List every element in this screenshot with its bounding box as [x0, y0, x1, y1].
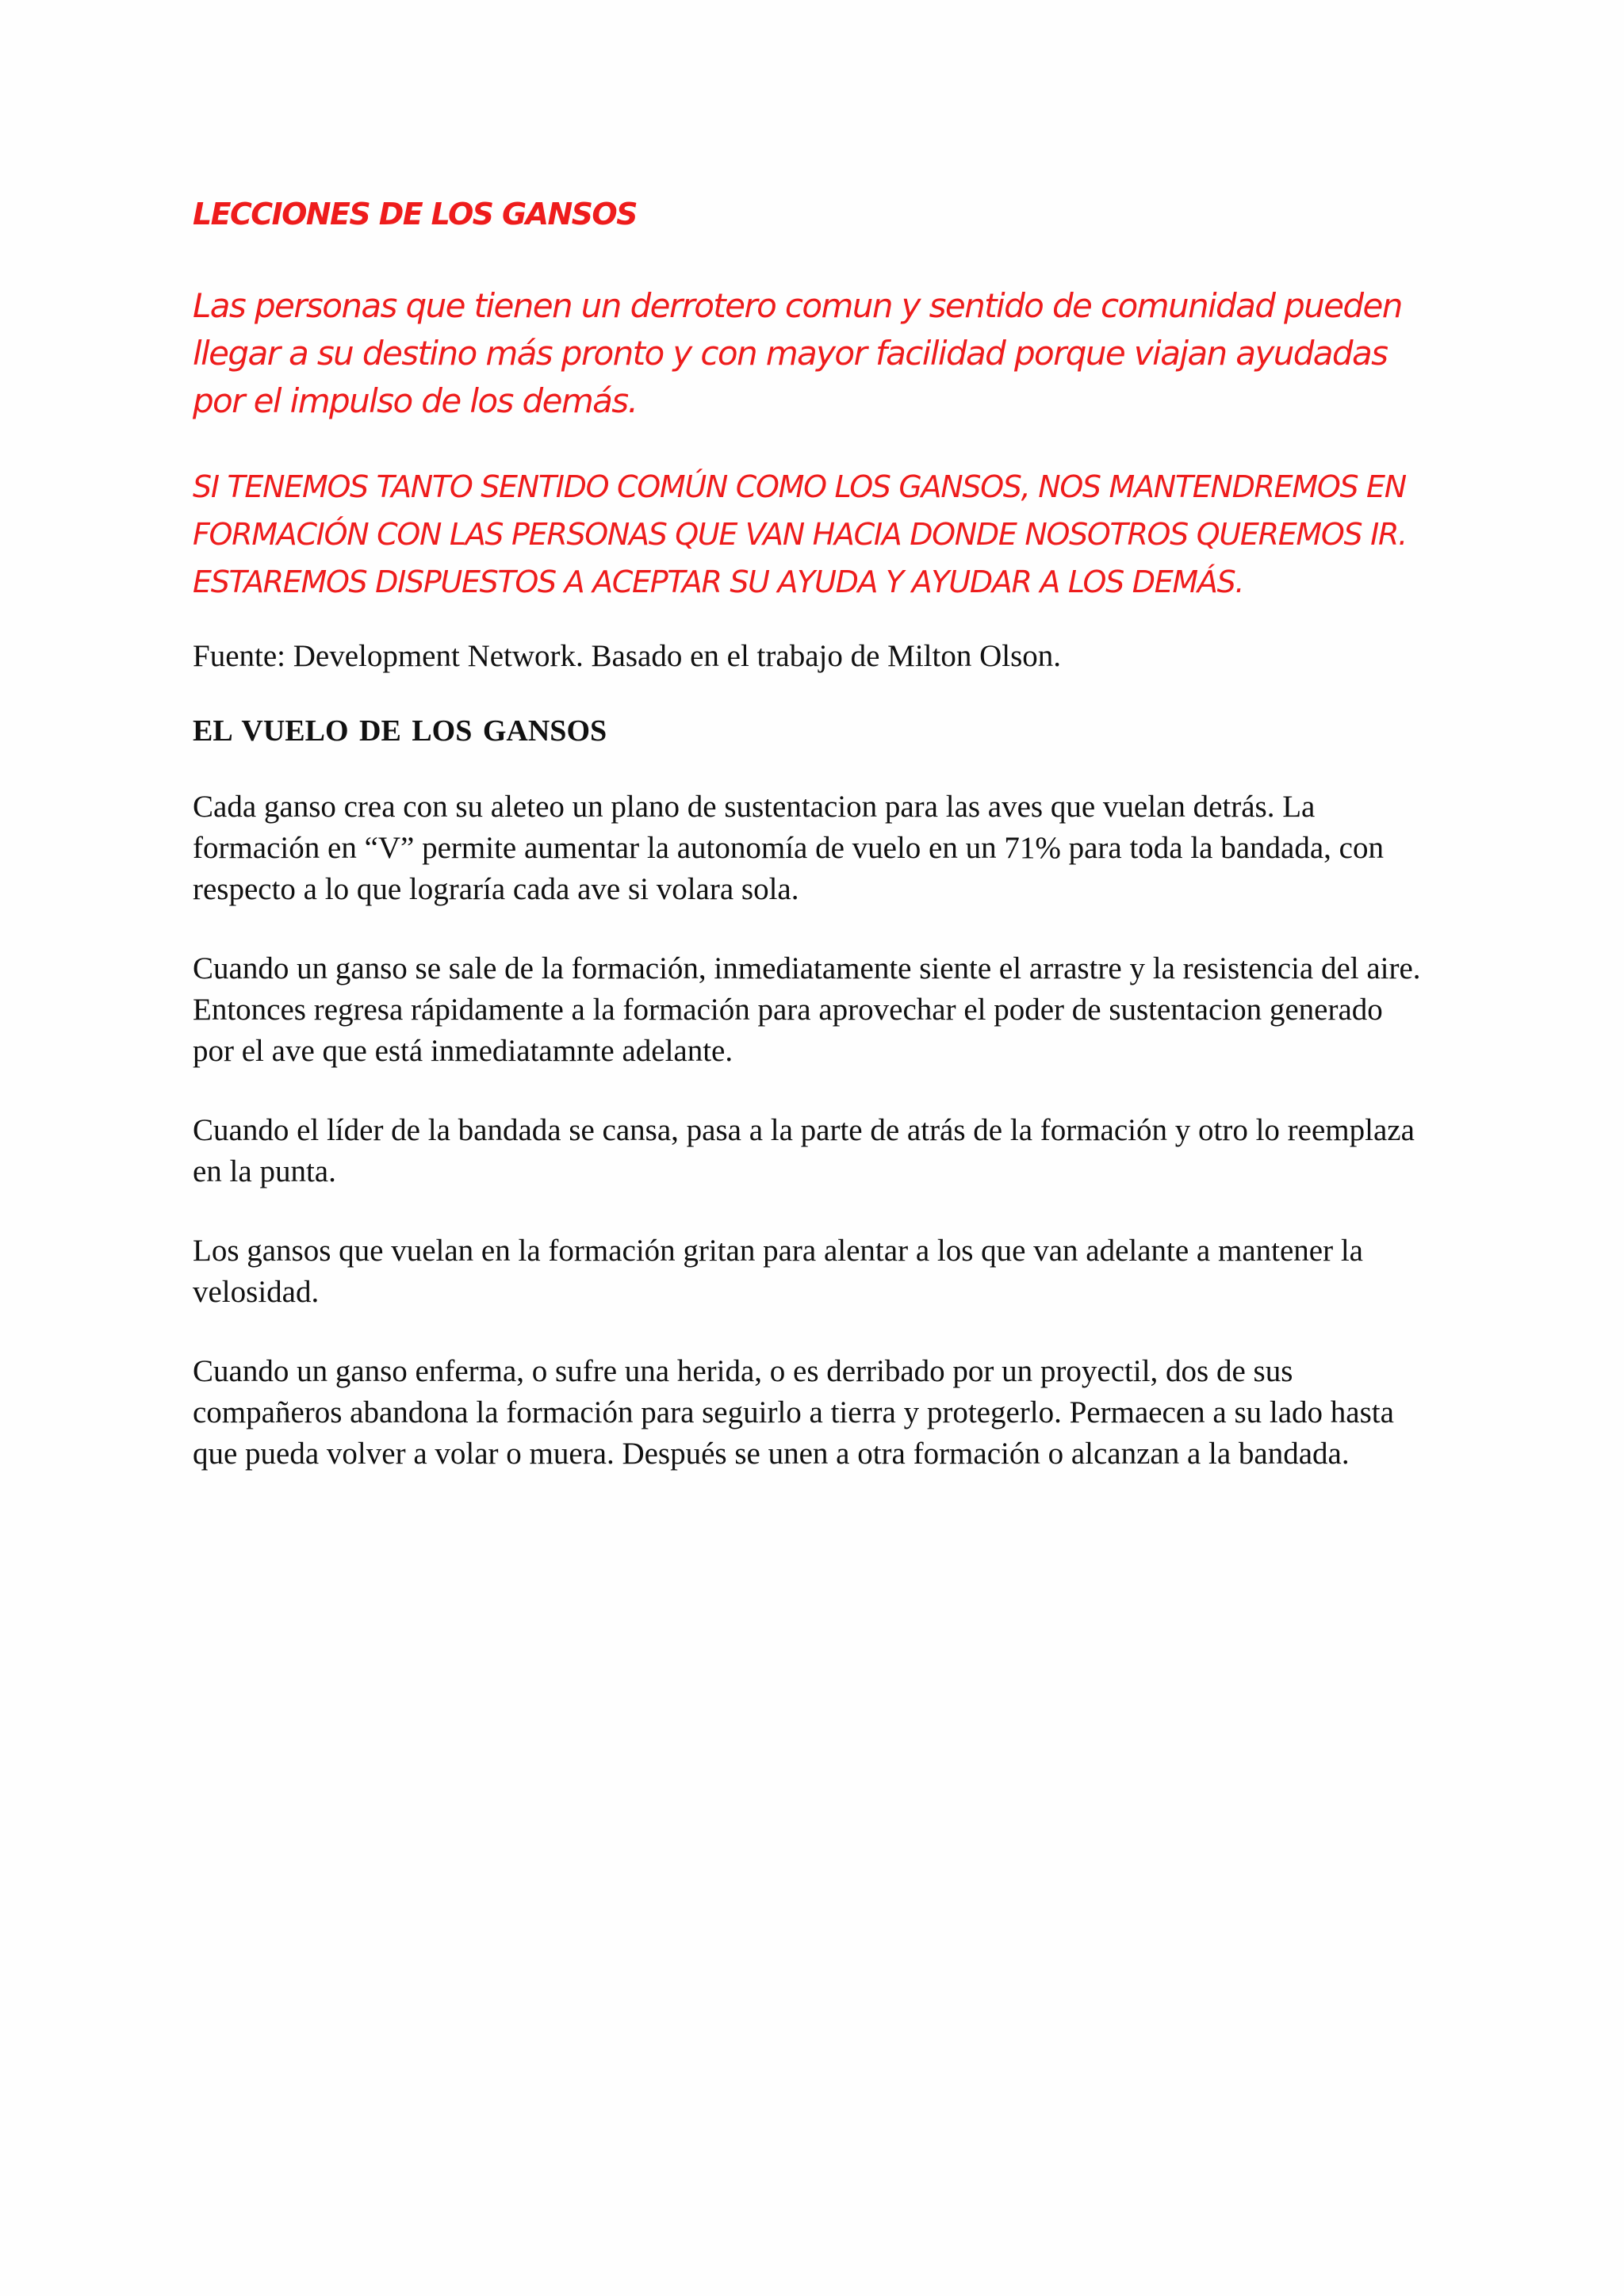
lessons-conclusion-paragraph: SI TENEMOS TANTO SENTIDO COMÚN COMO LOS GANSOS, NOS MANTENDREMOS EN FORMACIÓN CON LAS PERSONAS QUE VAN HACIA DONDE NOSOTROS QUEREMOS IR. ESTAREMOS DISPUESTOS A ACEPTAR SU AYUDA Y AYUDAR A LOS DEMÁS. — [193, 469, 1407, 599]
flight-heading: EL VUELO DE LOS GANSOS — [193, 714, 607, 748]
source-citation: Fuente: Development Network. Basado en el trabajo de Milton Olson. — [193, 639, 1062, 673]
document-body — [193, 190, 1430, 1475]
flight-paragraph-2: Cuando un ganso se sale de la formación, inmediatamente siente el arrastre y la resistencia del aire. Entonces regresa rápidamente a la formación para aprovechar el poder de sustentacion generado por el ave que está inmediatamnte adelante. — [193, 951, 1421, 1068]
flight-paragraph-1: Cada ganso crea con su aleteo un plano de sustentacion para las aves que vuelan detrás. La formación en “V” permite aumentar la autonomía de vuelo en un 71% para toda la bandada, con respecto a lo que lograría cada ave si volara sola. — [193, 790, 1384, 906]
flight-paragraph-5: Cuando un ganso enferma, o sufre una herida, o es derribado por un proyectil, dos de sus compañeros abandona la formación para seguirlo a tierra y protegerlo. Permaecen a su lado hasta que pueda volver a volar o muera. Después se unen a otra formación o alcanzan a la bandada. — [193, 1354, 1394, 1471]
lessons-lead-paragraph: Las personas que tienen un derrotero comun y sentido de comunidad pueden llegar a su destino más pronto y con mayor facilidad porque viajan ayudadas por el impulso de los demás. — [193, 286, 1402, 420]
flight-paragraph-4: Los gansos que vuelan en la formación gritan para alentar a los que van adelante a mantener la velosidad. — [193, 1234, 1363, 1309]
lessons-title: LECCIONES DE LOS GANSOS — [193, 197, 637, 232]
flight-paragraph-3: Cuando el líder de la bandada se cansa, pasa a la parte de atrás de la formación y otro lo reemplaza en la punta. — [193, 1113, 1415, 1188]
